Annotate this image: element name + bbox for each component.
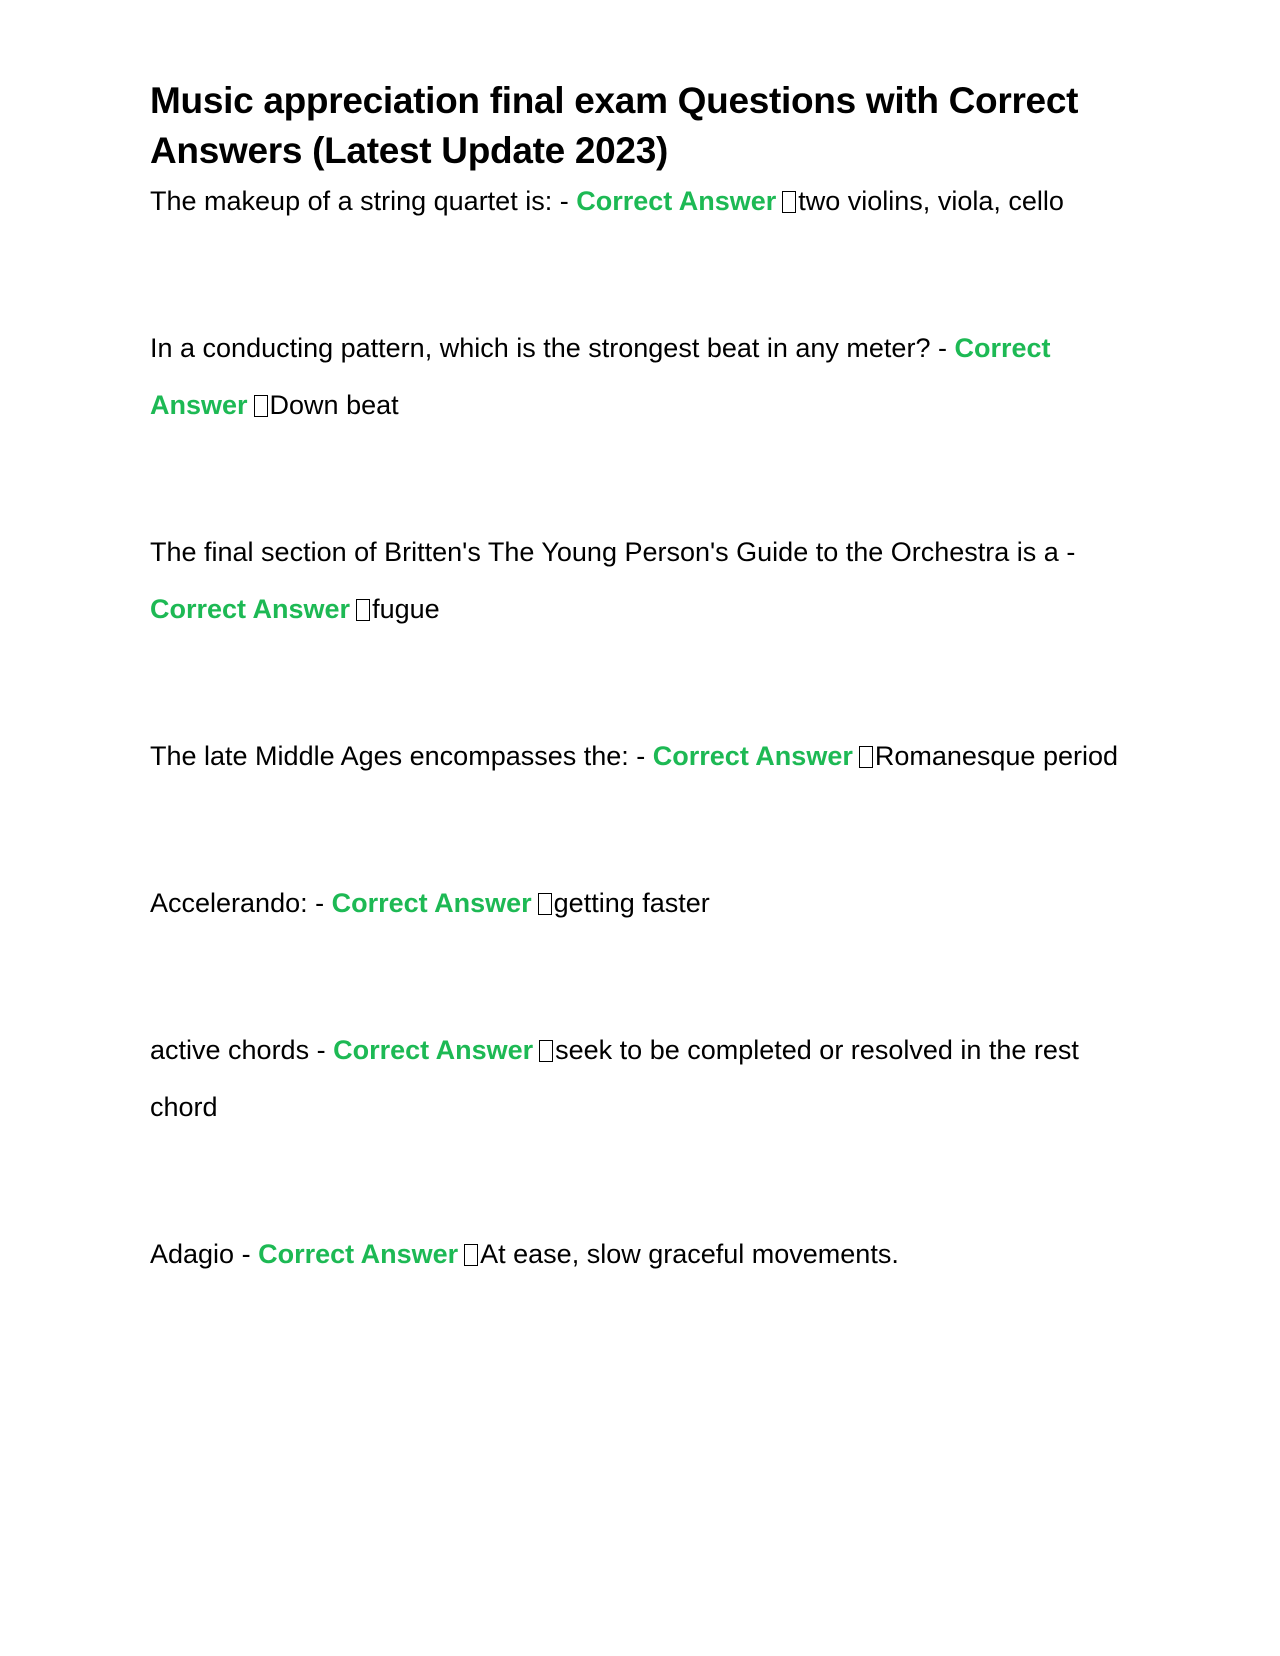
missing-glyph-icon <box>464 1244 478 1266</box>
answer-text: Down beat <box>269 390 399 420</box>
missing-glyph-icon <box>356 599 370 621</box>
answer-label: Correct Answer <box>150 333 1051 420</box>
question-text: In a conducting pattern, which is the strongest beat in any meter? - <box>150 333 955 363</box>
answer-text: Romanesque period <box>874 741 1119 771</box>
qa-item <box>150 1226 1150 1283</box>
missing-glyph-icon <box>254 395 268 417</box>
missing-glyph-icon <box>782 191 796 213</box>
qa-item <box>150 524 1150 638</box>
answer-text: seek to be completed or resolved in the rest chord <box>150 1035 1079 1122</box>
question-text: The late Middle Ages encompasses the: - <box>150 741 653 771</box>
answer-label: Correct Answer <box>331 888 532 918</box>
answer-text: getting faster <box>553 888 710 918</box>
answer-label: Correct Answer <box>333 1035 534 1065</box>
answer-label: Correct Answer <box>150 594 351 624</box>
qa-item <box>150 173 1150 230</box>
answer-text: At ease, slow graceful movements. <box>480 1239 899 1269</box>
answer-label: Correct Answer <box>652 741 853 771</box>
question-text: active chords - <box>150 1035 334 1065</box>
missing-glyph-icon <box>538 893 552 915</box>
question-text: Adagio - <box>150 1239 259 1269</box>
qa-item <box>150 728 1150 785</box>
document-title: Music appreciation final exam Questions with Correct Answers (Latest Update 2023) <box>150 80 1079 171</box>
answer-text: two violins, viola, cello <box>798 186 1064 216</box>
document-page <box>150 76 1150 1373</box>
answer-label: Correct Answer <box>258 1239 459 1269</box>
qa-item <box>150 875 1150 932</box>
missing-glyph-icon <box>539 1040 553 1062</box>
answer-text: fugue <box>372 594 440 624</box>
question-text: The final section of Britten's The Young Person's Guide to the Orchestra is a - <box>150 537 1076 567</box>
qa-item <box>150 1022 1150 1136</box>
question-text: The makeup of a string quartet is: - <box>150 186 577 216</box>
missing-glyph-icon <box>859 746 873 768</box>
question-text: Accelerando: - <box>150 888 332 918</box>
qa-item <box>150 320 1150 434</box>
answer-label: Correct Answer <box>576 186 777 216</box>
